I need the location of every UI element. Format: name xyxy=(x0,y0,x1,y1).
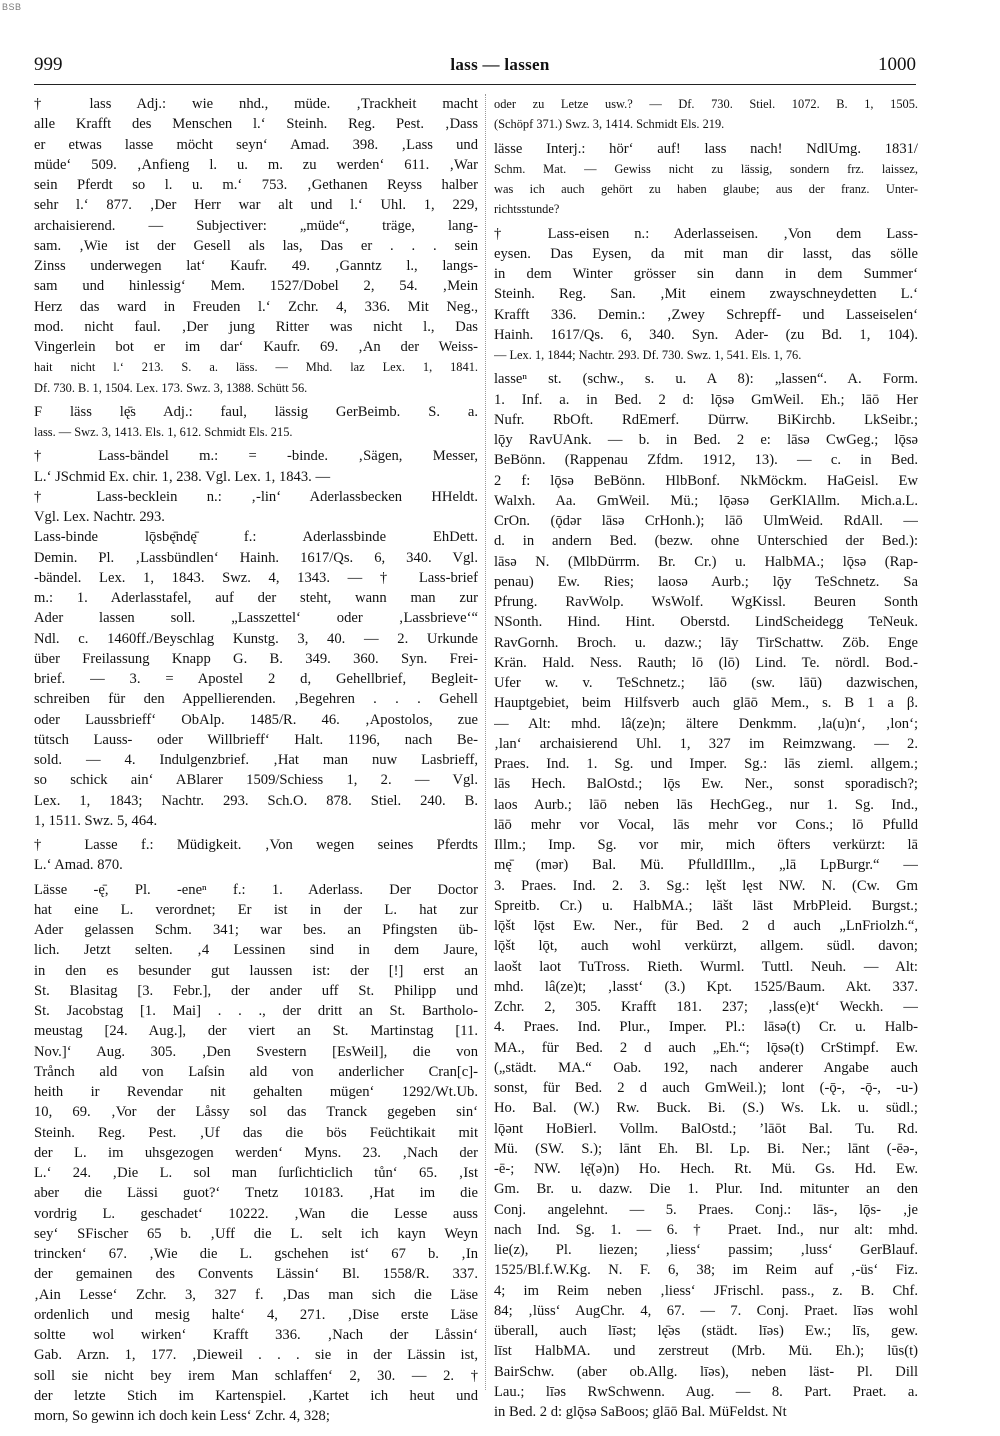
text-line: meustag [24. Aug.], der viert an St. Martinstag [11. xyxy=(34,1023,478,1040)
text-line: 3. Praes. Ind. 2. 3. Sg.: lęšt lęst NW. N. (Cw. Gm xyxy=(494,877,918,894)
text-line: 4; im Reim neben ‚liess‘ JFrischl. pass., z. B. Chf. xyxy=(494,1282,918,1299)
text-line: ordenlich und mesig halte‘ 4, 271. ‚Dise erste Läse xyxy=(34,1306,478,1323)
text-line: Ufer w. v. TeSchnetz.; lāō (sw. lāū) dazwischen, xyxy=(494,675,918,691)
text-line: mod. nicht faul. ‚Der jung Ritter was nicht l., Das xyxy=(34,318,478,335)
text-line: Zinss underwegen lat‘ Kaufr. 49. ‚Ganntz l., langs- xyxy=(34,258,478,274)
text-line: Zchr. 2, 305. Krafft 181. 237; ‚lass(e)t‘ Weckh. — xyxy=(494,999,918,1015)
text-line: lǭy RavUAnk. — b. in Bed. 2 e: lāsə CwGeg.; lǭsə xyxy=(494,432,918,448)
text-line: lǭənt HoBierl. Vollm. BalOstd.; ’lāōt Bal. Tu. Rd. xyxy=(494,1120,918,1137)
text-line: in den es besunder gut laussen ist: der [!] erst an xyxy=(34,962,478,979)
text-line: überall, auch līəst; lę̄əs (städt. līəs) Ew.; līs, gew. xyxy=(494,1323,918,1339)
text-line: der letzte Stich im Kartenspiel. ‚Kartet ich heut und xyxy=(34,1387,478,1404)
text-line: heith ir Revendar nit gehalten mügen‘ 1292/Wt.Ub. xyxy=(34,1084,478,1100)
text-line: sey‘ SFischer 65 b. ‚Uff die L. selt ich kayn Weyn xyxy=(34,1225,478,1242)
text-line: lāō mehr vor Vocal, lās mehr vor Cons.; lō Pfulld xyxy=(494,816,918,833)
text-line: lās Hech. BalOstd.; lǭs Ew. Ner., sonst sporadisch?; xyxy=(494,776,918,793)
text-line: alle Krafft des Menschen l.‘ Steinh. Reg. Pest. ‚Dass xyxy=(34,116,478,133)
text-line: L.‘ JSchmid Ex. chir. 1, 238. Vgl. Lex. 1, 1843. — xyxy=(34,468,331,485)
text-line: lass. — Swz. 3, 1413. Els. 1, 612. Schmidt Els. 215. xyxy=(34,425,293,439)
text-line: Ader lassen soll. „Lasszettel‘ oder ‚Lassbrieve‘“ xyxy=(34,610,478,627)
text-line: so schick ain‘ ABlarer 1509/Schiess 1, 2. — Vgl. xyxy=(34,772,478,789)
text-line: † Lass-eisen n.: Aderlasseisen. ‚Von dem Lass- xyxy=(494,225,918,242)
text-line: † Lass-bändel m.: = -binde. ‚Sägen, Messer, xyxy=(34,448,478,465)
text-line: 1. Inf. a. in Bed. 2 d: lǭsə GmWeil. Eh.; lāō Her xyxy=(494,391,918,408)
text-line: mhd. lâ(ze)t; ‚lasst‘ (3.) Kpt. 1525/Baum. Akt. 337. xyxy=(494,978,918,995)
text-line: sonst, für Bed. 2 d auch GmWeil.); lont (-ǭ-, -ǭ-, -u-) xyxy=(494,1080,918,1096)
text-line: līst HalbMA. und zerstreut (Mrb. Mü. Eh.); lūs(t) xyxy=(494,1343,918,1360)
text-line: ‚lan‘ archaisierend Uhl. 1, 327 im Reimzwang. — 2. xyxy=(494,735,918,752)
text-line: Nov.]‘ Aug. 305. ‚Den Svestern [EsWeil], die von xyxy=(34,1043,478,1060)
left-page-number: 999 xyxy=(34,54,63,75)
text-line: Conj. angelehnt. — 5. Praes. Conj.: lās-, lǭs- ‚je xyxy=(494,1201,918,1218)
text-line: („städt. MA.“ Oab. 192, nach anderer Angabe auch xyxy=(494,1059,918,1076)
text-line: Gm. Br. u. dazw. Die 1. Plur. Ind. mitunter an den xyxy=(494,1181,918,1198)
text-line: Walxh. Aa. GmWeil. Mü.; lǭəsə GerKlAllm. Mich.a.L. xyxy=(494,492,918,509)
text-line: in Bed. 2 d: glǭsə SaBoos; glāō Bal. MüFeldst. Nt xyxy=(494,1404,787,1420)
text-line: St. Jacobstag [1. Mai] . . ., der dritt an St. Bartholo- xyxy=(34,1003,478,1019)
text-line: Krän. Hald. Ness. Rauth; lō (lō) Lind. Te. nördl. Bod.- xyxy=(494,654,918,671)
running-head: lass — lassen xyxy=(450,55,550,74)
text-line: hat eine L. verordnet; Er ist in der L. hat zur xyxy=(34,901,478,918)
text-line: laos Aurb.; lāō neben lās HechGeg., nur 1. Sg. Ind., xyxy=(494,796,918,813)
text-line: Ader gelassen Schm. 341; war bes. an Pfingsten üb- xyxy=(34,922,478,938)
text-line: Vgl. Lex. Nachtr. 293. xyxy=(34,509,165,525)
text-line: vordrig L. geschadet‘ 10222. ‚Wan die Lesse auss xyxy=(34,1205,478,1222)
text-line: oder zu Letze usw.? — Df. 730. Stiel. 1072. B. 1, 1505. xyxy=(494,97,918,111)
left-column xyxy=(34,94,478,1434)
text-line: brief. — 3. = Apostel 2 d, Gehellbrief, Begleit- xyxy=(34,671,478,687)
text-line: penau) Ew. Ries; laosə Aurb.; lǭy TeSchnetz. Sa xyxy=(494,573,918,590)
right-column xyxy=(494,94,918,1434)
text-line: † Lass-becklein n.: ‚-lin‘ Aderlassbecken HHeldt. xyxy=(34,488,478,505)
text-line: Nufr. RbOft. RdEmerf. Dürrw. BiKirchb. LkSeibr.; xyxy=(494,411,918,428)
text-line: morn, So gewinn ich doch kein Less‘ Zchr. 4, 328; xyxy=(34,1408,330,1424)
text-line: — Alt: mhd. lâ(ze)n; ältere Denkmm. ‚la(u)n‘, ‚lon‘; xyxy=(494,715,918,732)
text-line: † lass Adj.: wie nhd., müde. ‚Trackheit macht xyxy=(34,96,478,112)
column-divider xyxy=(485,94,486,1390)
text-line: in dem Winter grösser sin dann in dem Summer‘ xyxy=(494,266,918,282)
text-line: — Lex. 1, 1844; Nachtr. 293. Df. 730. Swz. 1, 541. Els. 1, 76. xyxy=(494,348,802,362)
text-line: sam und hinlessig‘ Mem. 1527/Dobel 2, 54. ‚Mein xyxy=(34,278,478,295)
text-line: 4. Praes. Ind. Plur., Imper. Pl.: lāsə(t) Cr. u. Halb- xyxy=(494,1019,918,1036)
text-line: F läss lę̄s Adj.: faul, lässig GerBeimb. S. a. xyxy=(34,403,478,420)
text-line: der gemainen des Convents Lässin‘ Bl. 1558/R. 337. xyxy=(34,1266,478,1283)
text-line: lāsə N. (MlbDürrm. Br. Cr.) u. HalbMA.; lǭsə (Rap- xyxy=(494,553,918,570)
text-line: Pfrung. RavWolp. WsWolf. WgKissl. Beuren Sonth xyxy=(494,594,918,610)
text-line: BeBönn. (Rappenau Zfdm. 1912, 13). — c. in Bed. xyxy=(494,452,918,469)
header-rule xyxy=(34,84,916,85)
text-line: eysen. Das Eysen, da mit man dir lasst, das sölle xyxy=(494,245,918,262)
text-line: lich. Jetzt selten. ‚4 Lessinen sind in dem Jaure, xyxy=(34,942,478,959)
text-line: Vingerlein bot er im dar‘ Kaufr. 69. ‚An der Weiss- xyxy=(34,339,478,355)
text-line: ‚Ain Lesse‘ Zchr. 3, 327 f. ‚Das man sich die Läse xyxy=(34,1286,478,1303)
text-line: 84; ‚lüss‘ AugChr. 4, 67. — 7. Conj. Praet. līəs wohl xyxy=(494,1302,918,1319)
text-line: nach Ind. Sg. 1. — 6. † Praet. Ind., nur alt: mhd. xyxy=(494,1221,918,1238)
text-line: L.‘ Amad. 870. xyxy=(34,857,123,874)
text-line: trincken‘ 67. ‚Wie die L. gschehen ist‘ 67 b. ‚In xyxy=(34,1246,478,1262)
text-line: Illm.; Imp. Sg. vor mir, mich öfters verkürzt: lā xyxy=(494,837,918,853)
text-line: Demin. Pl. ‚Lassbündlen‘ Hainh. 1617/Qs. 6, 340. Vgl. xyxy=(34,549,478,566)
text-line: soll sie nicht bey irem Man schlaffen‘ 2, 30. — 2. † xyxy=(34,1367,478,1384)
text-line: d. in andern Bed. (bezw. ohne Unterschied der Bed.): xyxy=(494,533,918,550)
text-line: Lau.; līəs RwSchwenn. Aug. — 8. Part. Praet. a. xyxy=(494,1383,918,1400)
text-line: Spreitb. Cr.) u. HalbMA.; lāšt lāst MrbPleid. Burgst.; xyxy=(494,897,918,914)
right-page-number: 1000 xyxy=(878,54,916,75)
text-line: müde‘ 509. ‚Anfieng l. u. m. zu werden‘ 611. ‚War xyxy=(34,156,478,173)
text-line: Lex. 1, 1843; Nachtr. 293. Sch.O. 878. Stiel. 240. B. xyxy=(34,792,478,809)
text-line: Mü. (SW. S.); lānt Eh. Bl. Lp. Bi. Ner.; lānt (-ēə-, xyxy=(494,1140,918,1157)
text-line: Gab. Arzn. 1, 177. ‚Dieweil . . . sie in der Lässin ist, xyxy=(34,1347,478,1364)
text-line: laošt laot TuTross. Rieth. Wurml. Tuttl. Neuh. — Alt: xyxy=(494,958,918,975)
text-line: lǭšt lǭst Ew. Ner., für Bed. 2 d auch „LnFriolzh.“, xyxy=(494,918,918,934)
text-line: 1, 1511. Swz. 5, 464. xyxy=(34,812,158,829)
text-line: lässe Interj.: hör‘ auf! lass nach! NdlUmg. 1831/ xyxy=(494,140,918,157)
text-line: CrOn. (ǭdər lāsə CrHonh.); lāō UlmWeid. RdAll. — xyxy=(494,513,918,529)
text-line: schreiben für den Appellierenden. ‚Begehren . . . Gehell xyxy=(34,691,478,708)
text-line: St. Blasitag [3. Febr.], der ander uff St. Philipp und xyxy=(34,982,478,999)
text-line: sam. ‚Wie ist der Gesell als las, Das er . . . sein xyxy=(34,237,478,254)
text-line: über Freilassung Knapp G. B. 349. 360. Syn. Frei- xyxy=(34,650,478,667)
text-line: Krafft 336. Demin.: ‚Zwey Schrepff- und Lasseiselen‘ xyxy=(494,306,918,323)
text-line: Ho. Bal. (W.) Rw. Buck. Bi. (S.) Ws. Lk. u. südl.; xyxy=(494,1100,918,1117)
text-line: er etwas lasse möcht seyn‘ Amad. 398. ‚Lass und xyxy=(34,136,478,153)
text-line: aber die Lässi guot?‘ Tnetz 10183. ‚Hat im die xyxy=(34,1185,478,1202)
text-line: † Lasse f.: Müdigkeit. ‚Von wegen seines Pferdts xyxy=(34,837,478,853)
text-line: MA., für Bed. 2 d auch „Eh.“; lǭsə(t) CrStimpf. Ew. xyxy=(494,1039,918,1056)
text-line: richtsstunde? xyxy=(494,202,560,217)
text-line: Lass-binde lǭsbę̄ndę̄ f.: Aderlassbinde EhDett. xyxy=(34,529,478,546)
text-line: Df. 730. B. 1, 1504. Lex. 173. Swz. 3, 1388. Schütt 56. xyxy=(34,380,308,395)
text-line: sein Pferdt so l. u. m.‘ 753. ‚Gethanen Reyss halber xyxy=(34,177,478,193)
text-line: 10, 69. ‚Vor der Låssy sol das Tranck gegeben sin‘ xyxy=(34,1104,478,1121)
library-watermark: BSB xyxy=(2,2,22,12)
text-line: -ē-; NW. lę̄(ə)n) Ho. Hech. Rt. Mü. Gs. Hd. Ew. xyxy=(494,1161,918,1177)
text-line: (Schöpf 371.) Swz. 3, 1414. Schmidt Els. 219. xyxy=(494,117,725,132)
text-line: Lässe -ę̄, Pl. -eneⁿ f.: 1. Aderlass. Der Doctor xyxy=(34,881,478,898)
text-line: oder Laussbrieff‘ ObAlp. 1485/R. 46. ‚Apostolos, zue xyxy=(34,711,478,728)
text-line: sehr l.‘ 877. ‚Der Herr war alt und l.‘ Uhl. 1, 229, xyxy=(34,197,478,214)
text-line: sold. — 4. Indulgenzbrief. ‚Hat man nuw Lasbrieff, xyxy=(34,752,478,768)
text-line: Ndl. c. 1460ff./Beyschlag Kunstg. 3, 40. — 2. Urkunde xyxy=(34,630,478,647)
text-line: BairSchw. (aber ob.Allg. līəs), neben läst- Pl. Dill xyxy=(494,1363,918,1380)
text-line: L.‘ 24. ‚Die L. sol man ſurſichticlich tůn‘ 65. ‚Ist xyxy=(34,1165,478,1181)
text-line: hait nicht l.‘ 213. S. a. läss. — Mhd. laz Lex. 1, 1841. xyxy=(34,360,478,375)
text-line: Praes. Ind. 1. Sg. und Imper. Sg.: lās zieml. allgem.; xyxy=(494,756,918,772)
text-line: Steinh. Reg. Pest. ‚Uf das die bös Feüchtikait mit xyxy=(34,1124,478,1141)
text-line: Hainh. 1617/Qs. 6, 340. Syn. Ader- (zu Bd. 1, 104). xyxy=(494,326,918,343)
text-line: tütsch Lauss- oder Willbrieff‘ Halt. 1196, nach Be- xyxy=(34,731,478,748)
text-line: 2 f: lǭsə BeBönn. HlbBonf. NkMöckm. HaGeisl. Ew xyxy=(494,472,918,489)
text-line: der L. im uhsgezogen werden‘ Myns. 23. ‚Nach der xyxy=(34,1144,478,1161)
text-line: Schm. Mat. — Gewiss nicht zu lässig, sondern frz. laissez, xyxy=(494,161,918,176)
text-line: RavGornh. Broch. u. dazw.; lāy TirSchattw. Zöb. Enge xyxy=(494,634,918,651)
text-line: Herz das ward in Freuden l.‘ Zchr. 4, 336. Mit Neg., xyxy=(34,298,478,315)
text-line: Steinh. Reg. San. ‚Mit einem zwayschneydetten L.‘ xyxy=(494,286,918,303)
text-line: mę̄ (mər) Bal. Mü. PfulldIllm., „lā LpBurgr.“ — xyxy=(494,857,918,874)
text-line: m.: 1. Aderlasstafel, auf der steht, wann man zur xyxy=(34,590,478,606)
text-line: -bändel. Lex. 1, 1843. Swz. 4, 1343. — † Lass-brief xyxy=(34,569,478,586)
text-line: lie(z), Pl. liezen; ‚liess‘ passim; ‚luss‘ GerBlauf. xyxy=(494,1242,918,1258)
text-line: archaisierend. — Subjectiver: „müde“, träge, lang- xyxy=(34,217,478,234)
text-line: was ich auch gehört zu haben glaube; aus der franz. Unter- xyxy=(494,182,918,196)
text-line: NSonth. Hind. Hint. Oberstd. LindScheidegg TeNeuk. xyxy=(494,614,918,631)
text-line: lǭšt lǭt, auch wohl verkürzt, allgem. südl. davon; xyxy=(494,938,918,955)
text-line: Trånch ald von Laſsin ald von anderlicher Cran[c]- xyxy=(34,1063,478,1080)
text-line: lasseⁿ st. (schw., s. u. A 8): „lassen“. A. Form. xyxy=(494,371,918,388)
text-line: 1525/Bl.f.W.Kg. N. F. 6, 38; im Reim auf ‚-üs‘ Fiz. xyxy=(494,1262,918,1279)
text-line: Hauptgebiet, beim Hilfsverb auch glāō Mem., s. B 1 a β. xyxy=(494,695,918,712)
text-line: soltte wol wirken‘ Krafft 336. ‚Nach der Låssin‘ xyxy=(34,1327,478,1343)
